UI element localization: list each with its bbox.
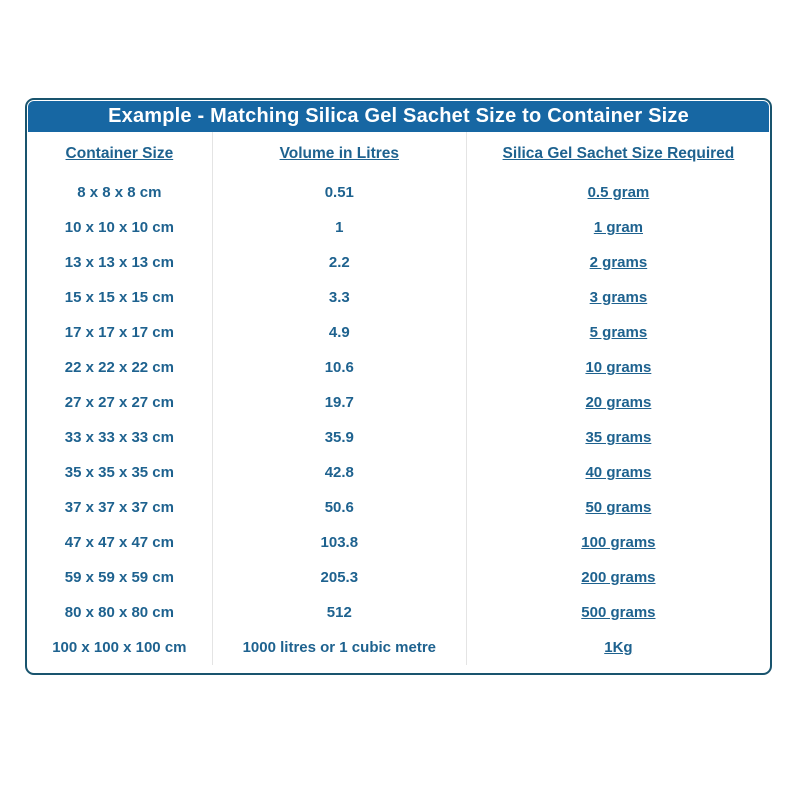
sachet-size-cell [467,595,770,630]
volume-cell: 19.7 [213,385,467,420]
sachet-size-header-cell [467,132,770,175]
table-row [27,630,770,665]
sachet-size-cell [467,455,770,490]
volume-cell: 3.3 [213,280,467,315]
volume-header-cell [213,132,467,175]
container-size-cell: 15 x 15 x 15 cm [27,280,213,315]
table-row [27,245,770,280]
volume-header: Volume in Litres [279,144,400,162]
table-title: Example - Matching Silica Gel Sachet Size to Container Size [108,105,689,127]
volume-cell: 4.9 [213,315,467,350]
volume-cell: 50.6 [213,490,467,525]
sachet-size-cell [467,420,770,455]
sachet-size-link[interactable]: 3 grams [589,289,648,306]
sachet-size-cell [467,350,770,385]
volume-cell: 0.51 [213,175,467,210]
table-row [27,560,770,595]
volume-cell: 512 [213,595,467,630]
sachet-size-cell [467,525,770,560]
sachet-size-cell [467,560,770,595]
volume-cell: 1 [213,210,467,245]
sachet-size-cell [467,175,770,210]
sachet-size-cell [467,385,770,420]
sachet-size-cell [467,315,770,350]
volume-cell: 103.8 [213,525,467,560]
sachet-size-link[interactable]: 0.5 gram [587,184,650,201]
sachet-size-header: Silica Gel Sachet Size Required [502,144,735,162]
table-row [27,175,770,210]
sachet-size-link[interactable]: 50 grams [585,499,652,516]
sachet-size-cell [467,490,770,525]
container-size-cell: 80 x 80 x 80 cm [27,595,213,630]
volume-cell: 205.3 [213,560,467,595]
container-size-cell: 100 x 100 x 100 cm [27,630,213,665]
table-grid [27,132,770,665]
table-row [27,350,770,385]
sachet-size-link[interactable]: 40 grams [585,464,652,481]
sachet-size-link[interactable]: 10 grams [585,359,652,376]
table-row [27,280,770,315]
sachet-size-link[interactable]: 1Kg [604,639,633,656]
sachet-size-cell [467,280,770,315]
table-row [27,315,770,350]
table-row [27,455,770,490]
sachet-size-link[interactable]: 5 grams [589,324,648,341]
table-row [27,385,770,420]
volume-cell: 42.8 [213,455,467,490]
container-size-cell: 35 x 35 x 35 cm [27,455,213,490]
table-row [27,595,770,630]
volume-cell: 2.2 [213,245,467,280]
container-size-cell: 27 x 27 x 27 cm [27,385,213,420]
sachet-size-cell [467,210,770,245]
table-row [27,525,770,560]
table-row [27,490,770,525]
sachet-size-link[interactable]: 2 grams [589,254,648,271]
volume-cell: 35.9 [213,420,467,455]
sachet-size-cell [467,630,770,665]
table-row [27,210,770,245]
table-row [27,420,770,455]
container-size-cell: 13 x 13 x 13 cm [27,245,213,280]
sachet-size-cell [467,245,770,280]
container-size-cell: 8 x 8 x 8 cm [27,175,213,210]
container-size-cell: 22 x 22 x 22 cm [27,350,213,385]
container-size-cell: 10 x 10 x 10 cm [27,210,213,245]
sachet-size-link[interactable]: 1 gram [593,219,644,236]
container-size-cell: 17 x 17 x 17 cm [27,315,213,350]
sachet-size-link[interactable]: 35 grams [585,429,652,446]
container-size-header: Container Size [65,144,174,162]
sachet-size-link[interactable]: 100 grams [581,534,656,551]
silica-gel-size-table [25,98,772,675]
sachet-size-link[interactable]: 200 grams [581,569,656,586]
container-size-cell: 37 x 37 x 37 cm [27,490,213,525]
container-size-cell: 33 x 33 x 33 cm [27,420,213,455]
sachet-size-link[interactable]: 500 grams [581,604,656,621]
container-size-cell: 59 x 59 x 59 cm [27,560,213,595]
table-header-row [27,132,770,175]
volume-cell: 10.6 [213,350,467,385]
container-size-cell: 47 x 47 x 47 cm [27,525,213,560]
container-size-header-cell [27,132,213,175]
table-title-bar [28,101,769,132]
sachet-size-link[interactable]: 20 grams [585,394,652,411]
volume-cell: 1000 litres or 1 cubic metre [213,630,467,665]
